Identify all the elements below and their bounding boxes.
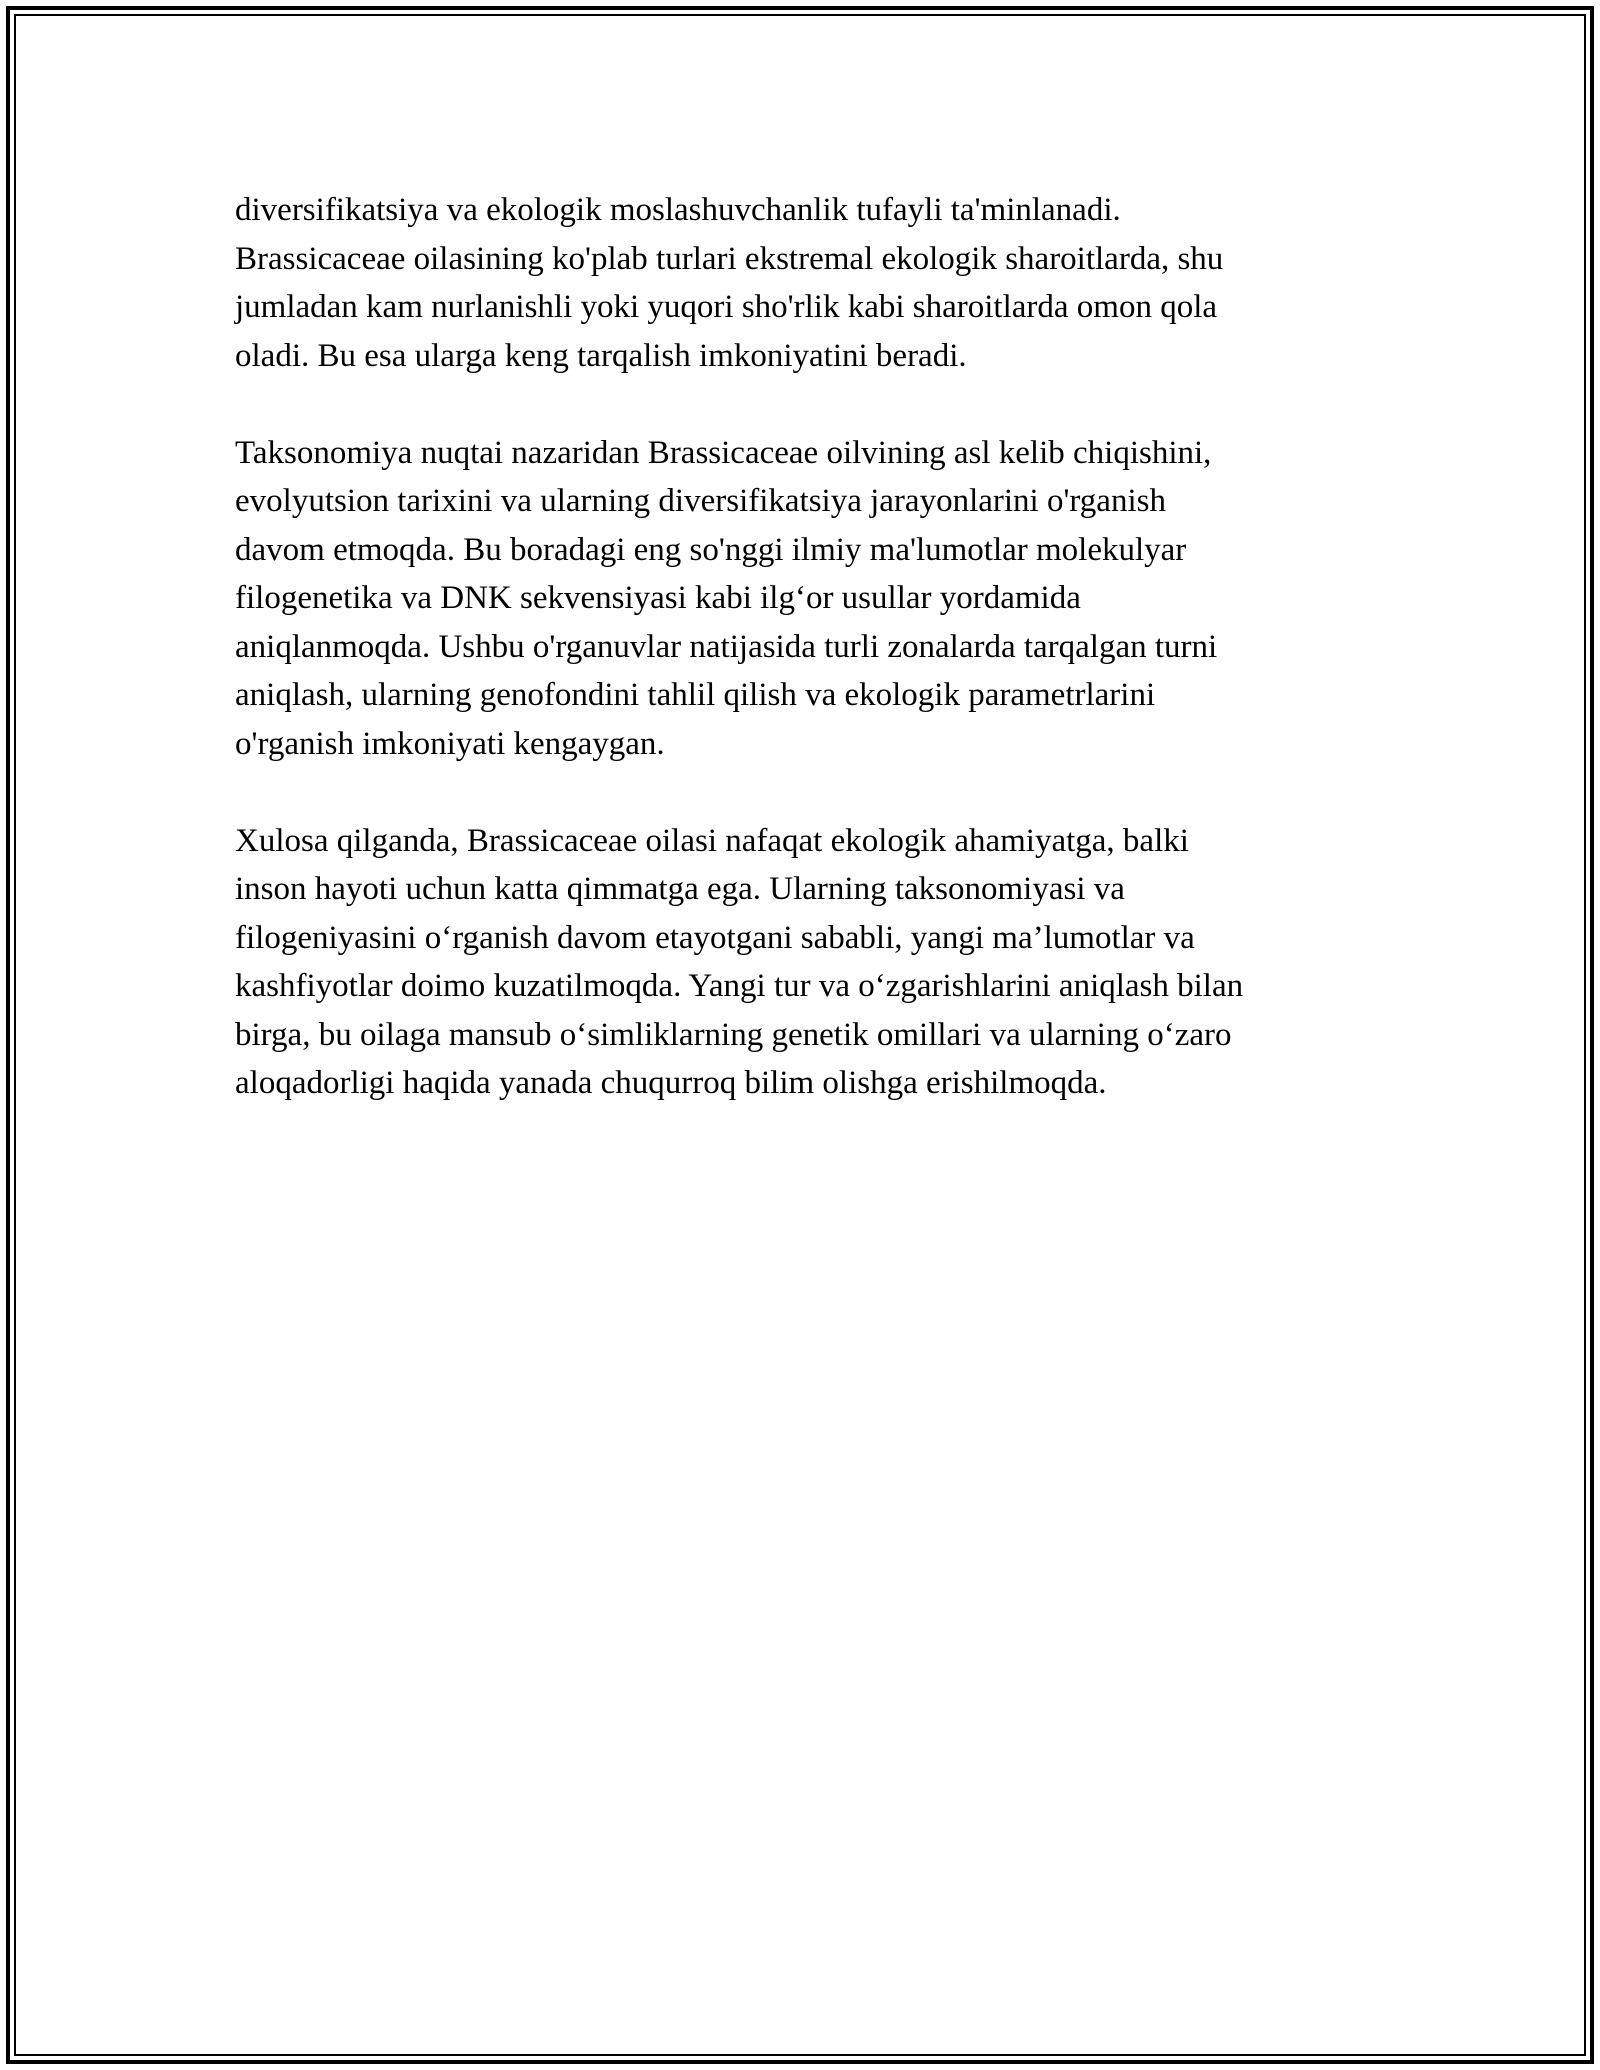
- paragraph-3: Xulosa qilganda, Brassicaceae oilasi nafaqat ekologik ahamiyatga, balki inson hayoti uchun katta qimmatga ega. Ularning taksonomiyasi va filogeniyasini o‘rganish davom etayotgani sababli, yangi ma’lumotlar va kashfiyotlar doimo kuzatilmoqda. Yangi tur va o‘zgarishlarini aniqlash bilan birga, bu oilaga mansub o‘simliklarning genetik omillari va ularning o‘zaro aloqadorligi haqida yanada chuqurroq bilim olishga erishilmoqda.: [235, 822, 1244, 1101]
- paragraph-1: diversifikatsiya va ekologik moslashuvchanlik tufayli ta'minlanadi. Brassicaceae oilasining ko'plab turlari ekstremal ekologik sharoitlarda, shu jumladan kam nurlanishli yoki yuqori sho'rlik kabi sharoitlarda omon qola oladi. Bu esa ularga keng tarqalish imkoniyatini beradi.: [235, 192, 1224, 374]
- document-body: [235, 186, 1375, 1156]
- paragraph-2: Taksonomiya nuqtai nazaridan Brassicaceae oilvining asl kelib chiqishini, evolyutsion tarixini va ularning diversifikatsiya jarayonlarini o'rganish davom etmoqda. Bu boradagi eng so'nggi ilmiy ma'lumotlar molekulyar filogenetika va DNK sekvensiyasi kabi ilg‘or usullar yordamida aniqlanmoqda. Ushbu o'rganuvlar natijasida turli zonalarda tarqalgan turni aniqlash, ularning genofondini tahlil qilish va ekologik parametrlarini o'rganish imkoniyati kengaygan.: [235, 434, 1218, 762]
